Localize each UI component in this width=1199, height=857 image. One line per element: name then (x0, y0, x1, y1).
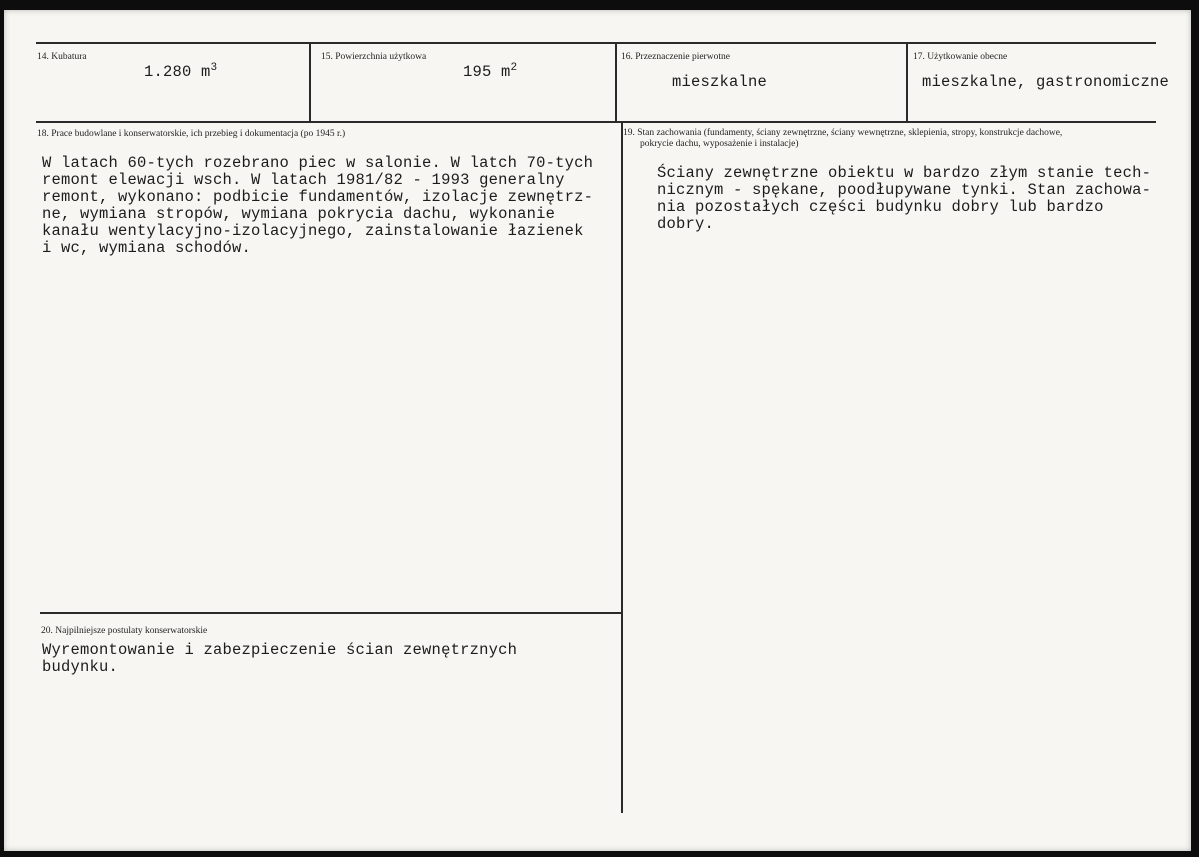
text-line: budynku. (42, 658, 119, 676)
przeznaczenie-value: mieszkalne (672, 73, 768, 91)
text-line: ne, wymiana stropów, wymiana pokrycia dachu, wykonanie (42, 205, 556, 223)
row1-rule (36, 121, 1156, 123)
top-rule (36, 42, 1156, 44)
text-line: dobry. (657, 215, 715, 233)
kubatura-value: 1.280 $m^3$ (144, 61, 218, 81)
divider-18-19 (621, 121, 623, 813)
uzytkowanie-value: mieszkalne, gastronomiczne (922, 73, 1170, 91)
text-line: kanału wentylacyjno-izolacyjnego, zainstalowanie łazienek (42, 222, 584, 240)
divider-15-16 (615, 42, 617, 122)
postulaty-label: 20. Najpilniejsze postulaty konserwatorskie (41, 626, 208, 636)
divider-16-17 (906, 42, 908, 122)
stan-zachowania-label: 19. Stan zachowania (fundamenty, ściany zewnętrzne, ściany wewnętrzne, sklepienia, stropy, konstrukcje dachowe, (623, 128, 1063, 138)
text-line: i wc, wymiana schodów. (42, 239, 252, 257)
uzytkowanie-label: 17. Użytkowanie obecne (913, 52, 1008, 62)
stan-zachowania-label-cont: pokrycie dachu, wyposażenie i instalacje) (640, 139, 799, 149)
kubatura-unit-exponent: 3 (210, 61, 218, 74)
powierzchnia-label: 15. Powierzchnia użytkowa (321, 52, 427, 62)
text-line: nicznym - spękane, poodłupywane tynki. Stan zachowa- (657, 181, 1152, 199)
kubatura-label: 14. Kubatura (37, 52, 87, 62)
text-line: nia pozostałych części budynku dobry lub bardzo (657, 198, 1104, 216)
record-card (4, 10, 1191, 851)
text-line: W latach 60-tych rozebrano piec w salonie. W latch 70-tych (42, 154, 594, 172)
powierzchnia-value: 195 $m^2$ (463, 61, 518, 81)
row3-rule (40, 612, 623, 614)
text-line: remont, wykonano: podbicie fundamentów, izolacje zewnętrz- (42, 188, 594, 206)
powierzchnia-unit-exponent: 2 (510, 61, 518, 74)
text-line: Wyremontowanie i zabezpieczenie ścian zewnętrznych (42, 641, 518, 659)
przeznaczenie-label: 16. Przeznaczenie pierwotne (621, 52, 730, 62)
text-line: remont elewacji wsch. W latach 1981/82 - 1993 generalny (42, 171, 565, 189)
prace-budowlane-label: 18. Prace budowlane i konserwatorskie, ich przebieg i dokumentacja (po 1945 r.) (37, 129, 346, 139)
divider-14-15 (309, 42, 311, 122)
text-line: Ściany zewnętrzne obiektu w bardzo złym stanie tech- (657, 164, 1152, 182)
